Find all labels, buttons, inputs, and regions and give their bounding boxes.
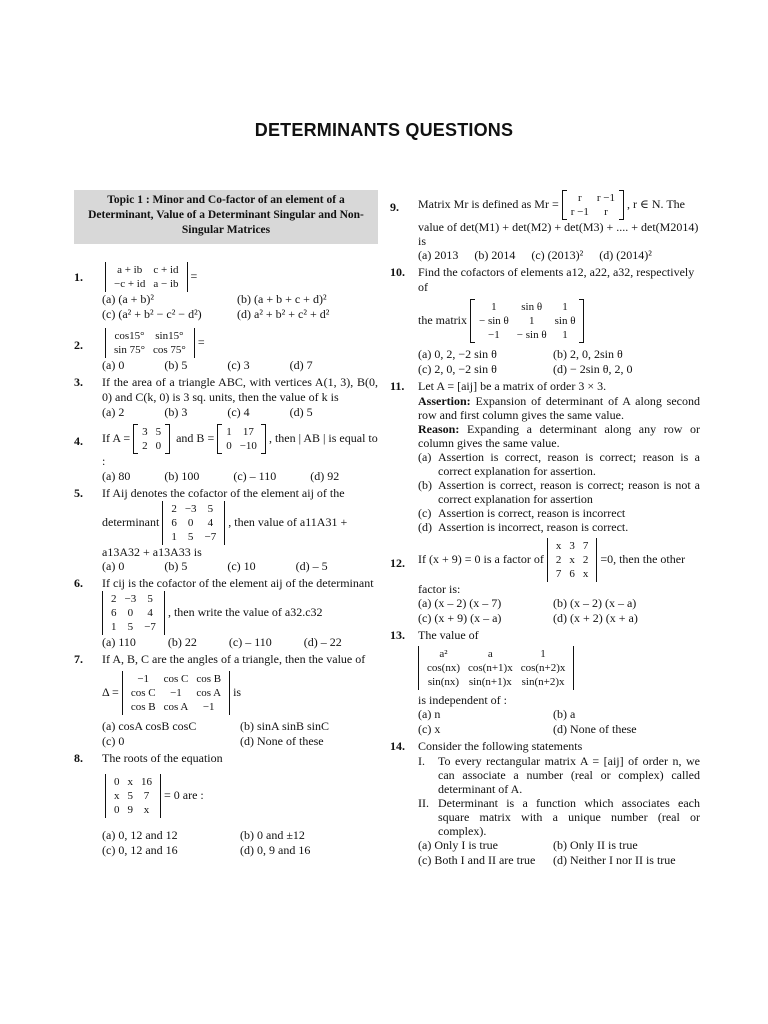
option-text: (d) (x + 2) (x + a) [553,611,638,625]
text: The roots of the equation [102,751,223,765]
text: is independent of : [418,693,507,707]
matrix-cell: −7 [144,621,156,633]
matrix-cell: 2 [582,554,589,566]
determinant [105,262,188,292]
matrix-cell: 5 [127,621,134,633]
text: , then | AB | is equal to : [102,430,378,468]
matrix-cell: −c + id [114,278,146,290]
matrix-cell: 5 [187,531,194,543]
matrix-a [133,424,170,454]
matrix-cell: 2 [142,440,148,452]
matrix-cell: 1 [562,301,568,313]
options [390,248,700,263]
options [390,838,700,868]
matrix-cell: 1 [111,621,117,633]
matrix-cell: −3 [124,593,137,605]
option-text: (d) None of these [240,734,324,748]
matrix-cell: cos A [163,701,189,713]
matrix-cell: sin 75° [114,344,145,356]
option-text: (a) 0, 2, −2 sin θ [418,347,497,361]
option-text: (a) n [418,707,441,721]
matrix-cell: 0 [226,440,232,452]
option-text: (c) 0, 12 and 16 [102,843,178,857]
matrix-cell: 0 [114,776,120,788]
matrix-cell: x [555,540,562,552]
option-text: (a) (x – 2) (x – 7) [418,596,502,610]
text: and B = [176,430,215,445]
matrix-cell: 2 [171,503,177,515]
options [74,828,378,858]
options [74,292,378,322]
option-text: II. [418,796,429,810]
matrix-cell: sin15° [155,330,184,342]
option-text: (c) Both I and II are true [418,853,536,867]
matrix-cell: 7 [555,568,562,580]
question-4 [74,424,378,484]
matrix-cell: a − ib [153,278,179,290]
matrix-cell: cos(n+1)x [468,662,513,674]
text: If Aij denotes the cofactor of the element aij of the [102,486,345,500]
question-number: 12. [390,556,405,570]
option-text: (b) 100 [164,469,200,483]
determinant [547,538,598,582]
text: Expanding a determinant along any row or column gives the same value. [418,422,700,450]
option-text: (a) 2013 [418,248,459,262]
matrix-cell: −7 [204,531,217,543]
option-text: (c) 4 [227,405,250,419]
option-text: (d) [418,520,432,534]
text: The value of [418,628,479,642]
option-text: (c) (a² + b² − c² − d²) [102,307,202,321]
matrix-cell: 7 [582,540,589,552]
option-text: (c) [418,506,432,520]
text: = 0 are : [164,787,204,802]
options [74,719,378,749]
option-text: (c) 3 [227,358,250,372]
options [390,707,700,737]
text: Assertion: [418,394,471,408]
text: = [197,334,205,349]
text: If A, B, C are the angles of a triangle, then the value of [102,652,366,666]
option-text: (a) (a + b)² [102,292,155,306]
question-6 [74,576,378,650]
options [74,405,378,420]
question-number: 6. [74,576,83,590]
matrix-cell: a + ib [117,264,143,276]
option-text: (b) Only II is true [553,838,638,852]
question-3 [74,375,378,420]
matrix-cell: 6 [171,517,177,529]
option-text: (a) 2 [102,405,125,419]
matrix-cell: 7 [143,790,150,802]
option-text: (b) [418,478,432,492]
matrix-cell: 5 [147,593,153,605]
option-text: (d) − 2sin θ, 2, 0 [553,362,633,376]
matrix-cell: 4 [207,517,214,529]
matrix-cell: 1 [540,648,546,660]
matrix-cell: x [114,790,120,802]
option-text: (c) x [418,722,441,736]
matrix-cell: r −1 [570,206,589,218]
option-text: (d) None of these [553,722,637,736]
option-text: (b) 2014 [474,248,516,262]
question-13 [390,628,700,737]
option-text: (d) – 22 [303,635,342,649]
option-text: I. [418,754,425,768]
matrix-cell: cos A [196,687,222,699]
matrix-cell: 2 [555,554,562,566]
matrix-cell: 16 [141,776,152,788]
matrix-cell: x [569,554,575,566]
option-text: (a) cosA cosB cosC [102,719,197,733]
matrix-cell: x [127,776,133,788]
question-number: 9. [390,200,399,214]
text: determinant [102,514,160,529]
option-text: (b) (a + b + c + d)² [237,292,327,306]
matrix-cell: −1 [170,687,182,699]
options [390,347,700,377]
options [74,635,378,650]
question-number: 1. [74,270,83,284]
option-text: (a) Only I is true [418,838,498,852]
matrix-cell: 1 [528,315,535,327]
text: =0, then the other [600,551,686,566]
option-text: (a) [418,450,432,464]
question-number: 7. [74,652,83,666]
text: , then write the value of a32.c32 [167,604,323,619]
matrix-cell: 1 [226,426,232,438]
question-number: 3. [74,375,83,389]
question-number: 11. [390,379,405,393]
option-text: (c) (2013)² [531,248,584,262]
determinant [105,328,195,358]
matrix-cell: −1 [488,329,500,341]
option-text: To every rectangular matrix A = [aij] of order n, we can associate a number (real or complex) called determinant of A. [438,754,700,796]
question-12 [390,538,700,626]
matrix-cell: cos B [130,701,156,713]
option-text: (a) 110 [102,635,136,649]
matrix-cell: 0 [127,607,134,619]
matrix-cell: − sin θ [478,315,509,327]
matrix-cell: −3 [184,503,197,515]
matrix-cell: 1 [562,329,568,341]
option-text: (b) sinA sinB sinC [240,719,330,733]
matrix-cell: 17 [242,426,254,438]
option-text: Assertion is correct, reason is incorrect [438,506,626,520]
options [74,559,378,574]
question-2 [74,328,378,373]
option-text: (a) 0 [102,358,125,372]
text: Expansion of determinant of A along second row and first column gives the same value. [418,394,701,422]
text: If (x + 9) = 0 is a factor of [418,551,544,566]
text: factor is: [418,582,461,596]
matrix [562,190,624,220]
option-text: (d) 5 [289,405,313,419]
question-14 [390,739,700,868]
matrix-cell: cos15° [114,330,145,342]
option-text: (b) (x – 2) (x – a) [553,596,637,610]
topic-heading: Topic 1 : Minor and Co-factor of an element of a Determinant, Value of a Determinant Singular and Non-Singular Matrices [74,190,378,244]
option-text: (d) a² + b² + c² + d² [237,307,330,321]
question-1 [74,262,378,322]
text: Let A = [aij] be a matrix of order 3 × 3. [418,379,607,393]
text: , r ∈ N. The [627,196,685,211]
option-text: (b) 3 [164,405,188,419]
option-text: (a) 80 [102,469,131,483]
option-text: (c) – 110 [228,635,272,649]
matrix-cell: cos(nx) [427,662,460,674]
matrix-cell: c + id [153,264,179,276]
text: If A = [102,430,131,445]
matrix [470,299,584,343]
determinant [122,671,230,715]
matrix-cell: 0 [114,804,120,816]
matrix-cell: sin(n+1)x [468,676,512,688]
text: If cij is the cofactor of the element aij of the determinant [102,576,374,590]
matrix-cell: cos B [196,673,222,685]
question-11 [390,379,700,534]
option-text: (b) a [553,707,576,721]
matrix-cell: cos C [163,673,189,685]
option-text: (c) 0 [102,734,125,748]
option-text: (d) 0, 9 and 16 [240,843,311,857]
matrix-cell: 3 [142,426,148,438]
option-text: (b) 0 and ±12 [240,828,305,842]
option-text: (c) – 110 [233,469,277,483]
option-text: (c) (x + 9) (x – a) [418,611,502,625]
matrix-cell: sin(n+2)x [521,676,565,688]
matrix-cell: cos 75° [153,344,186,356]
options [74,469,378,484]
text: is [233,684,242,699]
option-text: Assertion is correct, reason is correct; reason is a correct explanation for assertion. [438,450,700,478]
question-number: 4. [74,434,83,448]
text: value of det(M1) + det(M2) + det(M3) + .... + det(M2014) is [418,220,699,248]
determinant [102,591,165,635]
option-text: (d) (2014)² [599,248,652,262]
question-10 [390,265,700,377]
determinant [162,501,225,545]
question-8 [74,751,378,858]
option-text: (b) 22 [167,635,197,649]
option-text: (a) 0, 12 and 12 [102,828,178,842]
matrix-cell: 0 [155,440,162,452]
text: = [190,268,198,283]
options [390,596,700,626]
question-5 [74,486,378,574]
matrix-cell: 6 [111,607,117,619]
matrix-cell: cos(n+2)x [520,662,566,674]
matrix-cell: r [577,192,582,204]
page-title: DETERMINANTS QUESTIONS [254,120,514,140]
text: Matrix Mr is defined as Mr = [418,196,559,211]
text: the matrix [418,312,467,327]
matrix-cell: −1 [137,673,150,685]
option-text: (b) 2, 0, 2sin θ [553,347,623,361]
question-number: 13. [390,628,405,642]
options [74,358,378,373]
matrix-cell: x [143,804,150,816]
matrix-cell: 5 [127,790,133,802]
matrix-cell: sin(nx) [427,676,460,688]
matrix-cell: sin θ [554,315,576,327]
option-text: Determinant is a function which associates each square matrix with a unique number (real or complex). [438,796,700,838]
text: Consider the following statements [418,739,583,753]
options [390,450,700,534]
text: If the area of a triangle ABC, with vertices A(1, 3), B(0, 0) and C(k, 0) is 3 sq. units, then the value of k is [102,375,378,404]
text: Δ = [102,684,119,699]
matrix-b [217,424,266,454]
text: Reason: [418,422,460,436]
question-number: 2. [74,338,83,352]
matrix-cell: 5 [155,426,162,438]
matrix-cell: 6 [569,568,575,580]
matrix-cell: −10 [239,440,257,452]
determinant [418,646,574,690]
text: Find the cofactors of elements a12, a22, a32, respectively of [418,265,695,294]
matrix-cell: 3 [569,540,575,552]
matrix-cell: 2 [111,593,117,605]
matrix-cell: − sin θ [516,329,547,341]
question-7 [74,652,378,749]
determinant [105,774,161,818]
matrix-cell: 1 [171,531,177,543]
matrix-cell: 5 [207,503,214,515]
option-text: (b) 5 [164,358,188,372]
matrix-cell: a² [439,648,448,660]
question-9 [390,190,700,263]
option-text: Assertion is incorrect, reason is correct. [438,520,629,534]
question-number: 10. [390,265,405,279]
option-text: Assertion is correct, reason is correct; reason is not a correct explanation for assertion [438,478,700,506]
matrix-cell: 4 [147,607,153,619]
question-number: 5. [74,486,83,500]
question-number: 14. [390,739,405,753]
option-text: (d) 92 [310,469,340,483]
matrix-cell: a [487,648,493,660]
option-text: (a) 0 [102,559,125,573]
question-number: 8. [74,751,83,765]
matrix-cell: 1 [491,301,497,313]
right-column [390,190,700,870]
matrix-cell: −1 [202,701,215,713]
text: , then value of a11A31 + a13A32 + a13A33 is [102,514,348,559]
matrix-cell: r [604,206,608,218]
left-column [74,190,378,860]
option-text: (d) 7 [289,358,313,372]
matrix-cell: 0 [187,517,194,529]
matrix-cell: r −1 [596,192,615,204]
matrix-cell: x [582,568,589,580]
matrix-cell: sin θ [521,301,543,313]
option-text: (c) 10 [227,559,256,573]
matrix-cell: cos C [130,687,156,699]
option-text: (d) Neither I nor II is true [553,853,676,867]
option-text: (c) 2, 0, −2 sin θ [418,362,497,376]
option-text: (b) 5 [164,559,188,573]
option-text: (d) – 5 [295,559,328,573]
matrix-cell: 9 [127,804,133,816]
